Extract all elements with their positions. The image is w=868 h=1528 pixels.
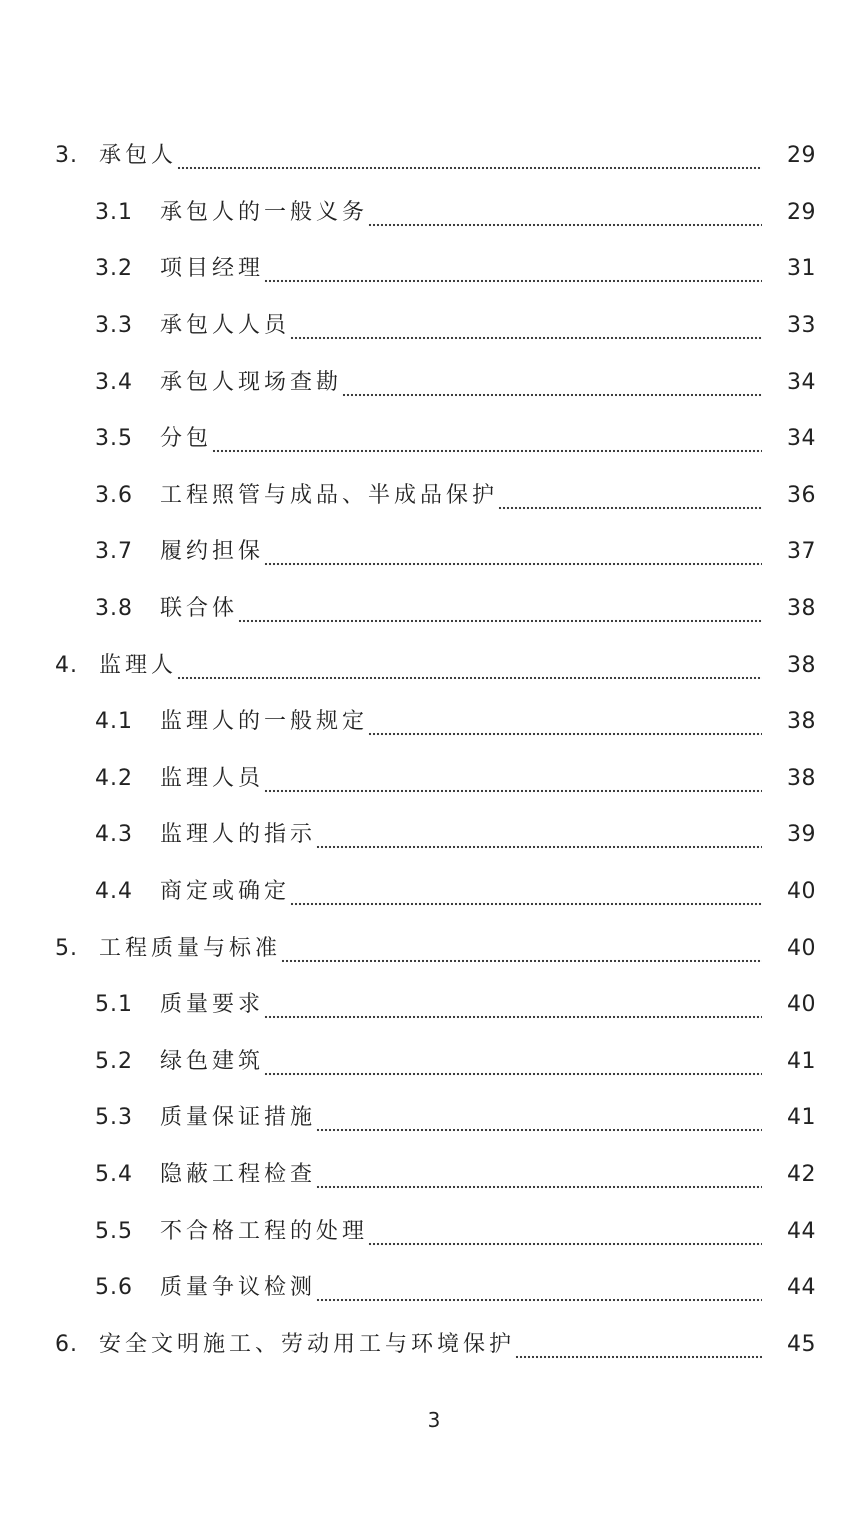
toc-entry-number: 3.2: [95, 256, 133, 282]
toc-entry-title: 工程质量与标准: [99, 935, 282, 961]
toc-entry[interactable]: [0, 1034, 868, 1091]
toc-entry-number: 3.6: [95, 482, 133, 508]
toc-entry-title: 质量争议检测: [160, 1275, 317, 1301]
toc-entry-number: 5.5: [95, 1218, 133, 1244]
toc-entry-title: 承包人: [99, 143, 178, 169]
toc-entry-number: 4.3: [95, 822, 133, 848]
dot-leader: [368, 205, 762, 227]
toc-entry-page: 38: [787, 765, 816, 791]
toc-entry[interactable]: [0, 185, 868, 242]
toc-entry[interactable]: [0, 524, 868, 581]
toc-entry-title: 监理人的一般规定: [160, 709, 369, 735]
toc-entry-number: 5.2: [95, 1048, 133, 1074]
toc-entry-title: 安全文明施工、劳动用工与环境保护: [99, 1331, 516, 1357]
toc-entry-page: 38: [787, 596, 816, 622]
toc-entry-page: 37: [787, 539, 816, 565]
toc-entry-page: 44: [787, 1275, 816, 1301]
toc-entry-title: 履约担保: [160, 539, 265, 565]
toc-entry-number: 3.8: [95, 596, 133, 622]
toc-entry-title: 商定或确定: [160, 879, 291, 905]
toc-entry-number: 3.7: [95, 539, 133, 565]
toc-entry[interactable]: [0, 468, 868, 525]
dot-leader: [264, 261, 762, 283]
dot-leader: [316, 1280, 762, 1302]
dot-leader: [368, 714, 762, 736]
dot-leader: [316, 1167, 762, 1189]
toc-entry-number: 4.: [55, 652, 78, 678]
toc-entry-page: 34: [787, 369, 816, 395]
table-of-contents: [0, 128, 868, 1373]
toc-entry-page: 29: [787, 143, 816, 169]
dot-leader: [264, 544, 762, 566]
toc-entry-page: 31: [787, 256, 816, 282]
toc-entry-number: 5.4: [95, 1161, 133, 1187]
toc-entry-title: 项目经理: [160, 256, 265, 282]
toc-entry-number: 5.: [55, 935, 78, 961]
toc-entry[interactable]: [0, 354, 868, 411]
toc-entry[interactable]: [0, 581, 868, 638]
toc-entry-page: 45: [787, 1331, 816, 1357]
toc-entry-number: 4.1: [95, 709, 133, 735]
dot-leader: [264, 771, 762, 793]
toc-entry-page: 40: [787, 992, 816, 1018]
toc-entry-page: 44: [787, 1218, 816, 1244]
toc-entry-number: 5.1: [95, 992, 133, 1018]
dot-leader: [177, 148, 762, 170]
toc-entry-title: 承包人现场查勘: [160, 369, 343, 395]
toc-entry-number: 4.2: [95, 765, 133, 791]
toc-entry-title: 监理人员: [160, 765, 265, 791]
toc-entry-title: 分包: [160, 426, 213, 452]
toc-entry-page: 41: [787, 1105, 816, 1131]
toc-entry-page: 40: [787, 935, 816, 961]
toc-entry[interactable]: [0, 807, 868, 864]
toc-entry-page: 38: [787, 652, 816, 678]
dot-leader: [264, 997, 762, 1019]
toc-entry[interactable]: [0, 637, 868, 694]
toc-entry-title: 监理人: [99, 652, 178, 678]
toc-entry-title: 绿色建筑: [160, 1048, 265, 1074]
dot-leader: [368, 1224, 762, 1246]
toc-entry-number: 5.3: [95, 1105, 133, 1131]
toc-entry-title: 承包人的一般义务: [160, 199, 369, 225]
toc-entry[interactable]: [0, 1316, 868, 1373]
dot-leader: [316, 827, 762, 849]
toc-entry-number: 3.5: [95, 426, 133, 452]
toc-entry[interactable]: [0, 751, 868, 808]
toc-entry[interactable]: [0, 977, 868, 1034]
toc-entry-title: 监理人的指示: [160, 822, 317, 848]
toc-entry[interactable]: [0, 694, 868, 751]
dot-leader: [316, 1110, 762, 1132]
toc-entry[interactable]: [0, 1203, 868, 1260]
dot-leader: [238, 601, 762, 623]
dot-leader: [281, 941, 762, 963]
toc-entry-number: 3.4: [95, 369, 133, 395]
dot-leader: [342, 375, 762, 397]
toc-entry[interactable]: [0, 864, 868, 921]
toc-entry-title: 工程照管与成品、半成品保护: [160, 482, 499, 508]
dot-leader: [498, 488, 762, 510]
toc-entry-title: 承包人人员: [160, 313, 291, 339]
toc-entry-title: 质量保证措施: [160, 1105, 317, 1131]
dot-leader: [264, 1054, 762, 1076]
toc-entry-title: 联合体: [160, 596, 239, 622]
toc-entry-page: 38: [787, 709, 816, 735]
toc-entry-page: 29: [787, 199, 816, 225]
toc-entry-number: 5.6: [95, 1275, 133, 1301]
dot-leader: [290, 884, 762, 906]
toc-entry[interactable]: [0, 1090, 868, 1147]
toc-entry[interactable]: [0, 411, 868, 468]
toc-entry[interactable]: [0, 128, 868, 185]
toc-entry-page: 36: [787, 482, 816, 508]
dot-leader: [515, 1337, 762, 1359]
dot-leader: [290, 318, 762, 340]
toc-entry-number: 3.: [55, 143, 78, 169]
toc-entry-page: 39: [787, 822, 816, 848]
toc-entry-title: 质量要求: [160, 992, 265, 1018]
toc-entry[interactable]: [0, 241, 868, 298]
toc-entry-title: 隐蔽工程检查: [160, 1161, 317, 1187]
page-number: 3: [427, 1408, 441, 1432]
toc-entry[interactable]: [0, 298, 868, 355]
toc-entry-number: 4.4: [95, 879, 133, 905]
dot-leader: [212, 431, 762, 453]
toc-entry[interactable]: [0, 1260, 868, 1317]
toc-entry-page: 33: [787, 313, 816, 339]
toc-entry-number: 3.3: [95, 313, 133, 339]
toc-entry-page: 34: [787, 426, 816, 452]
dot-leader: [177, 658, 762, 680]
toc-entry-number: 3.1: [95, 199, 133, 225]
toc-entry[interactable]: [0, 920, 868, 977]
toc-entry-number: 6.: [55, 1331, 78, 1357]
toc-entry-page: 41: [787, 1048, 816, 1074]
toc-entry-page: 40: [787, 879, 816, 905]
toc-entry[interactable]: [0, 1147, 868, 1204]
toc-entry-title: 不合格工程的处理: [160, 1218, 369, 1244]
toc-entry-page: 42: [787, 1161, 816, 1187]
